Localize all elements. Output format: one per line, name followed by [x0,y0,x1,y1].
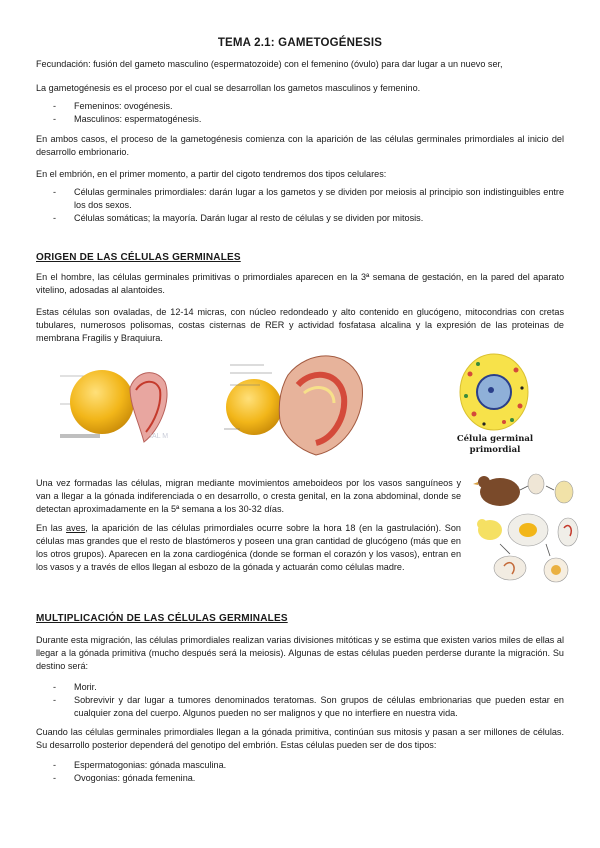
aves-link[interactable]: aves [66,523,86,533]
list-item: - Células somáticas; la mayoría. Darán lugar al resto de células y se dividen por mitosis. [36,212,564,225]
aves-paragraph [36,522,461,574]
svg-text:IAL M: IAL M [150,433,169,440]
aves-text-post: , la aparición de las células primordiales ocurre sobre la hora 18 (en la gastrulación). Son células mas grandes que el resto de blastómeros y poseen una gran cantidad de glucógeno (más que en los otros grupos). Aparecen en la zona cardiogénica (donde se forman el corazón y los vasos), entran en los vasos y a través de ellos llegan al esbozo de la gónada y actuarán como células madre. [36,523,461,572]
origen-paragraph-1: En el hombre, las células germinales primitivas o primordiales aparecen en la 3ª semana de gestación, en la pared del aparato vitelino, adosadas al alantoides. [36,272,564,295]
caption-line: primordial [469,445,521,455]
embrion-paragraph: En el embrión, en el primer momento, a partir del cigoto tendremos dos tipos celulares: [36,169,387,179]
gamete-types-list [36,100,564,126]
embryo-section-illustration [220,345,370,460]
inicio-paragraph: En ambos casos, el proceso de la gametogénesis comienza con la aparición de las células germinales primordiales al inicio del desarrollo embrionario. [36,134,564,157]
bird-development-illustration [470,470,586,590]
migracion-paragraph: Una vez formadas las células, migran mediante movimientos ameboideos por los vasos sanguíneos y van a llegar a la gónada indiferenciada o en desarrollo, o cresta genital, en la zona abdominal, donde se detectan aproximadamente en la 5ª semana a los 30-32 días. [36,478,461,514]
germ-cell-caption [452,434,538,456]
page-title: TEMA 2.1: GAMETOGÉNESIS [217,37,383,49]
list-item: - Masculinos: espermatogénesis. [36,113,564,126]
destino-list [36,681,564,720]
aves-text-pre: En las [36,523,67,533]
yolk-sac-illustration [60,360,190,450]
primordial-germ-cell-illustration [456,350,532,434]
cell-types-list [36,186,564,225]
origen-heading: ORIGEN DE LAS CÉLULAS GERMINALES [36,252,241,263]
gametogenesis-paragraph: La gametogénesis es el proceso por el cual se desarrollan los gametos masculinos y femenino. [36,83,421,93]
list-item: - Espermatogonias: gónada masculina. [36,759,564,772]
list-item: - Morir. [36,681,564,694]
fecundacion-paragraph: Fecundación: fusión del gameto masculino (espermatozoide) con el femenino (óvulo) para dar lugar a un nuevo ser, [36,59,503,69]
multiplicacion-paragraph-1: Durante esta migración, las células primordiales realizan varias divisiones mitóticas y se estima que existen varios miles de ellas al llegar a la gónada primitiva (mucho después será la meiosis). Algunas de estas células pueden perderse durante la migración. Su destino será: [36,635,564,671]
multiplicacion-heading: MULTIPLICACIÓN DE LAS CÉLULAS GERMINALES [36,613,288,624]
list-item: - Femeninos: ovogénesis. [36,100,564,113]
origen-paragraph-2: Estas células son ovaladas, de 12-14 micras, con núcleo redondeado y alto contenido en glucógeno, mitocondrias con cretas tubulares, numerosos polisomas, costas cisternas de RER y actividad fosfatasa alcalina y la expresión de las proteinas de membrana Fragilis y Braquiura. [36,307,564,343]
list-item: - Ovogonias: gónada femenina. [36,772,564,785]
caption-line: Célula germinal [456,434,534,444]
list-item: - Células germinales primordiales: darán lugar a los gametos y se dividen por meiosis al principio son indistinguibles entre los dos sexos. [36,186,564,212]
gonia-types-list [36,759,564,785]
multiplicacion-paragraph-2: Cuando las células germinales primordiales llegan a la gónada primitiva, continúan sus mitosis y pasan a ser millones de células. Su desarrollo posterior dependerá del genotipo del embrión. Estas células pueden ser de dos tipos: [36,727,564,750]
list-item: - Sobrevivir y dar lugar a tumores denominados teratomas. Son grupos de células embrionarias que pueden estar en cualquier zona del cuerpo. Algunos pueden no ser malignos y que no interfiere en nuestra vida. [36,694,564,720]
